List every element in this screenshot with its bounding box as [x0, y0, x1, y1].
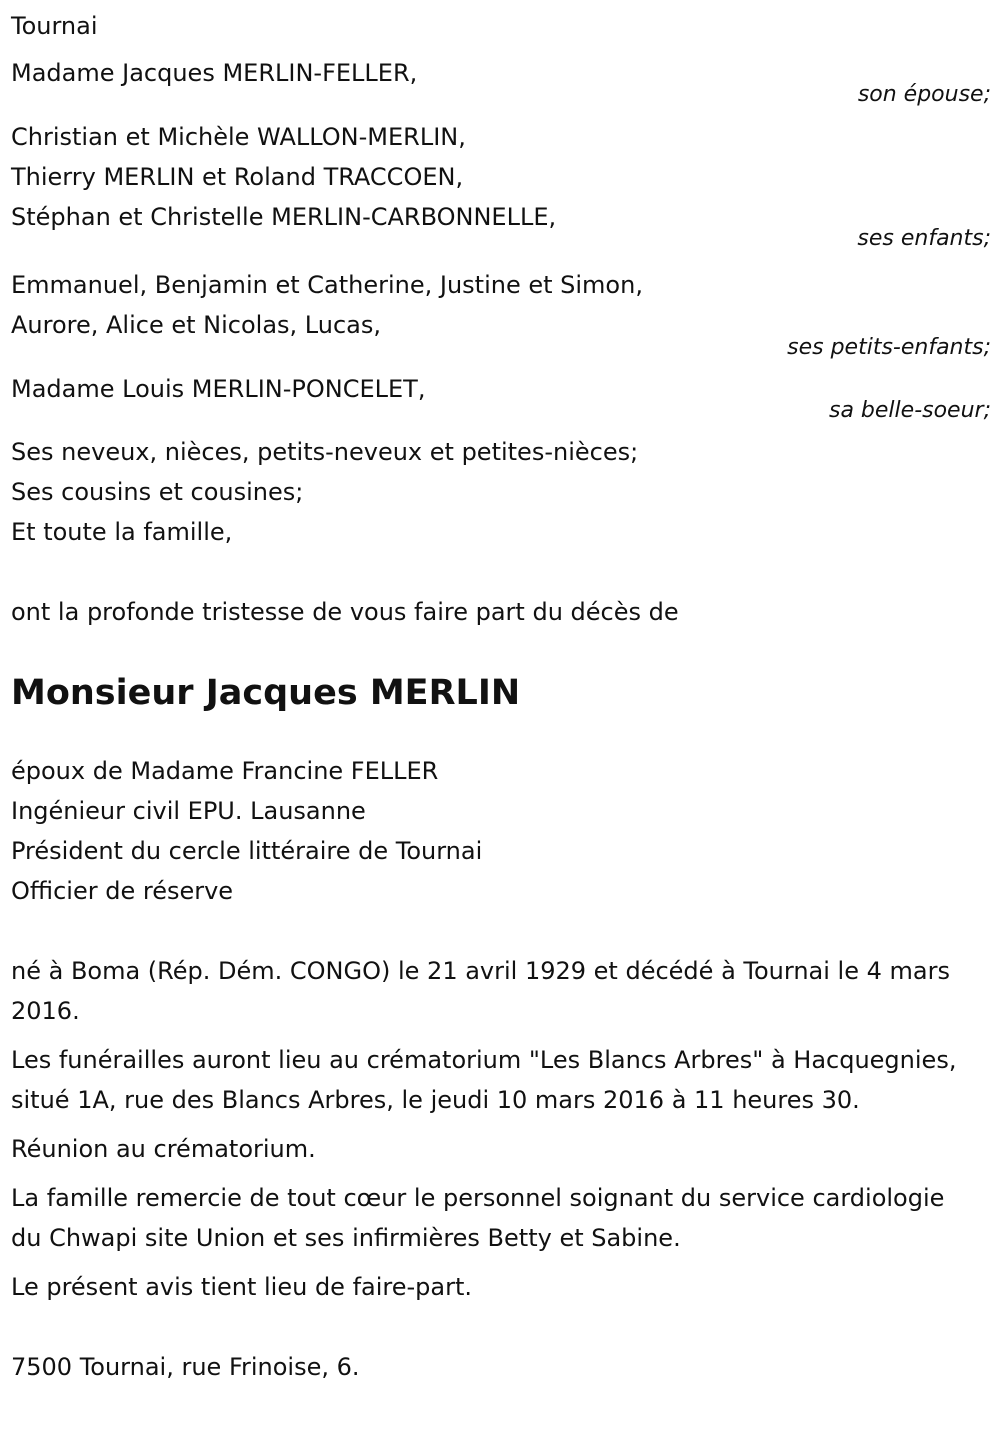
family-line: Thierry MERLIN et Roland TRACCOEN,	[11, 163, 464, 191]
family-group-spouse	[11, 55, 991, 107]
family-line: Stéphan et Christelle MERLIN-CARBONNELLE,	[11, 203, 557, 231]
family-role: sa belle-soeur;	[829, 398, 991, 423]
family-role: ses petits-enfants;	[787, 335, 991, 360]
title-line: Ingénieur civil EPU. Lausanne	[11, 797, 366, 825]
family-line: Madame Louis MERLIN-PONCELET,	[11, 375, 426, 403]
family-line: Et toute la famille,	[11, 518, 233, 546]
title-line: époux de Madame Francine FELLER	[11, 757, 439, 785]
obituary-notice	[11, 6, 991, 1387]
deceased-name: Monsieur Jacques MERLIN	[11, 673, 521, 713]
family-group-sister-in-law	[11, 371, 991, 423]
family-line: Ses neveux, nièces, petits-neveux et petites-nièces;	[11, 438, 639, 466]
deceased-titles	[11, 751, 991, 911]
reunion-details: Réunion au crématorium.	[11, 1135, 316, 1163]
family-role: son épouse;	[857, 82, 991, 107]
thanks-text: La famille remercie de tout cœur le personnel soignant du service cardiologie du Chwapi site Union et ses infirmières Betty et Sabine.	[11, 1184, 945, 1252]
family-line: Aurore, Alice et Nicolas, Lucas,	[11, 311, 381, 339]
announcement-text: ont la profonde tristesse de vous faire part du décès de	[11, 598, 679, 626]
family-line: Madame Jacques MERLIN-FELLER,	[11, 59, 418, 87]
family-line: Ses cousins et cousines;	[11, 478, 304, 506]
family-group-children	[11, 117, 991, 251]
family-line: Emmanuel, Benjamin et Catherine, Justine et Simon,	[11, 271, 643, 299]
family-role: ses enfants;	[857, 226, 991, 251]
family-group-grandchildren	[11, 265, 991, 360]
funeral-details: Les funérailles auront lieu au crématorium "Les Blancs Arbres" à Hacquegnies, situé 1A, rue des Blancs Arbres, le jeudi 10 mars 2016 à 11 heures 30.	[11, 1046, 957, 1114]
title-line: Officier de réserve	[11, 877, 234, 905]
title-line: Président du cercle littéraire de Tournai	[11, 837, 483, 865]
family-group-others	[11, 432, 991, 552]
family-line: Christian et Michèle WALLON-MERLIN,	[11, 123, 466, 151]
city-heading: Tournai	[11, 12, 98, 40]
notice-text: Le présent avis tient lieu de faire-part.	[11, 1273, 473, 1301]
birth-death-details: né à Boma (Rép. Dém. CONGO) le 21 avril 1929 et décédé à Tournai le 4 mars 2016.	[11, 957, 950, 1025]
address: 7500 Tournai, rue Frinoise, 6.	[11, 1353, 360, 1381]
